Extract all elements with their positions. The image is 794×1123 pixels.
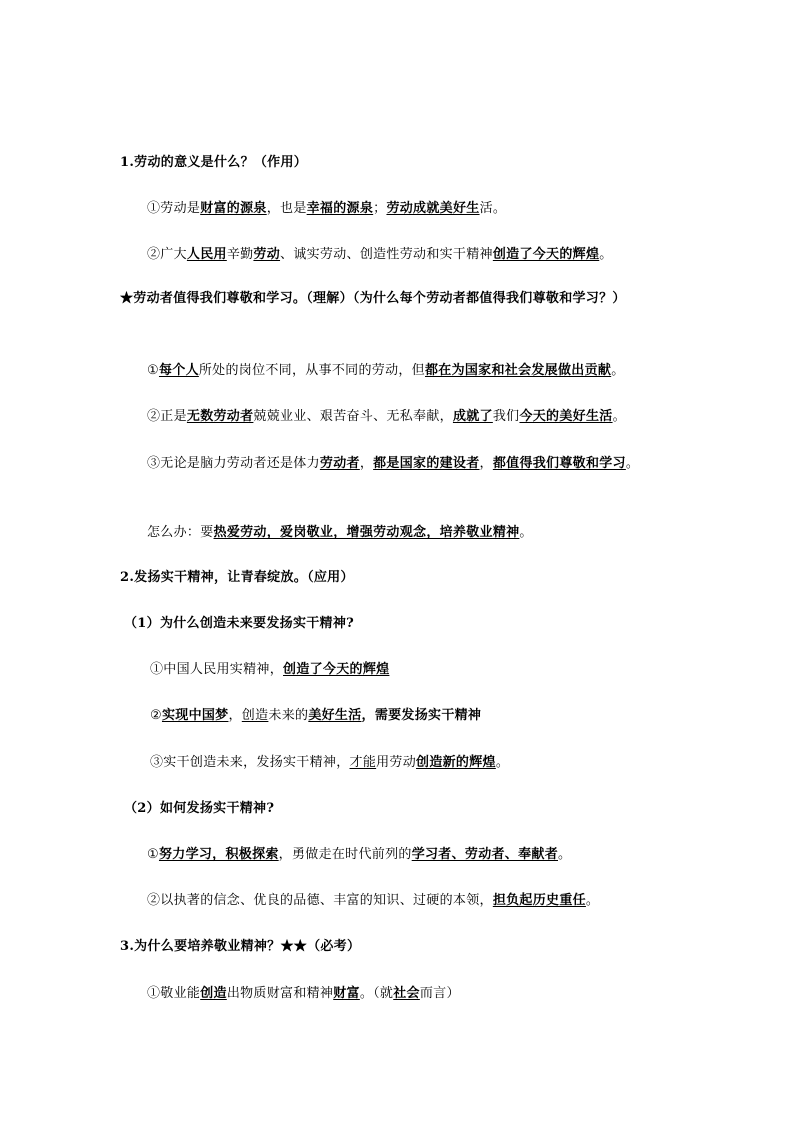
star-point-2: ②正是无数劳动者兢兢业业、艰苦奋斗、无私奉献，成就了我们今天的美好生活。 <box>147 409 626 424</box>
emphasis: 财富的源泉 <box>200 201 267 216</box>
q2-sub2-point-2: ②以执著的信念、优良的品德、丰富的知识、过硬的本领，担负起历史重任。 <box>147 893 600 908</box>
emphasis: 创造了今天的辉煌 <box>283 662 390 677</box>
emphasis: 美好生活 <box>308 708 362 723</box>
q2-sub1-point-3: ③实干创造未来，发扬实干精神，才能用劳动创造新的辉煌。 <box>150 755 510 770</box>
q2-sub2-point-1: ①努力学习，积极探索，勇做走在时代前列的学习者、劳动者、奉献者。 <box>147 847 572 862</box>
emphasis: 创造新的辉煌 <box>416 755 496 770</box>
star-section-title: ★劳动者值得我们尊敬和学习。（理解）（为什么每个劳动者都值得我们尊敬和学习？） <box>120 291 626 306</box>
emphasis: 幸福的源泉 <box>306 201 374 216</box>
q1-point-2: ②广大人民用辛勤劳动、诚实劳动、创造性劳动和实干精神创造了今天的辉煌。 <box>147 247 613 262</box>
emphasis: 成就了 <box>452 409 493 424</box>
emphasis: 热爱劳动，爱岗敬业，增强劳动观念，培养敬业精神 <box>213 525 520 540</box>
emphasis: 才能 <box>349 755 377 770</box>
emphasis: 学习者、劳动者、奉献者 <box>411 847 558 862</box>
star-point-3: ③无论是脑力劳动者还是体力劳动者，都是国家的建设者，都值得我们尊敬和学习。 <box>147 456 640 471</box>
q2-sub-1: （1）为什么创造未来要发扬实干精神? <box>124 616 355 631</box>
q1-point-1: ①劳动是财富的源泉，也是幸福的源泉；劳动成就美好生活。 <box>147 201 507 216</box>
emphasis: 创造 <box>200 986 227 1001</box>
q2-sub1-point-2: ②实现中国梦，创造未来的美好生活，需要发扬实干精神 <box>150 708 482 723</box>
emphasis: 实现中国梦 <box>161 708 229 723</box>
star-point-1: ①每个人所处的岗位不同，从事不同的劳动，但都在为国家和社会发展做出贡献。 <box>147 363 625 378</box>
emphasis: 都是国家的建设者 <box>373 456 480 471</box>
emphasis: 人民用 <box>186 247 227 262</box>
emphasis: 今天的美好生活 <box>519 409 613 424</box>
question-1-title: 1.劳动的意义是什么？（作用） <box>120 155 308 170</box>
q2-sub1-point-1: ①中国人民用实精神，创造了今天的辉煌 <box>150 662 390 677</box>
emphasis: 努力学习，积极探索 <box>158 847 279 862</box>
emphasis: 都在为国家和社会发展做出贡献 <box>424 363 612 378</box>
emphasis: 劳动成就美好生 <box>386 201 480 216</box>
emphasis: 创造了今天的辉煌 <box>492 247 600 262</box>
emphasis: 劳动者 <box>319 456 360 471</box>
question-3-title: 3.为什么要培养敬业精神？★★（必考） <box>120 939 361 954</box>
emphasis: 财富 <box>333 986 360 1001</box>
emphasis: 每个人 <box>158 363 199 378</box>
emphasis: 创造 <box>241 708 269 723</box>
q2-sub-2: （2）如何发扬实干精神? <box>124 801 275 816</box>
emphasis: 担负起历史重任 <box>492 893 586 908</box>
emphasis: 都值得我们尊敬和学习 <box>492 456 626 471</box>
q3-point-1: ①敬业能创造出物质财富和精神财富。（就社会而言） <box>147 986 460 1001</box>
emphasis: 社会 <box>393 986 420 1001</box>
emphasis: 劳动 <box>253 247 281 262</box>
question-2-title: 2.发扬实干精神，让青春绽放。（应用） <box>120 570 354 585</box>
star-how-to: 怎么办：要热爱劳动，爱岗敬业，增强劳动观念，培养敬业精神。 <box>147 525 533 540</box>
emphasis: 无数劳动者 <box>186 409 254 424</box>
